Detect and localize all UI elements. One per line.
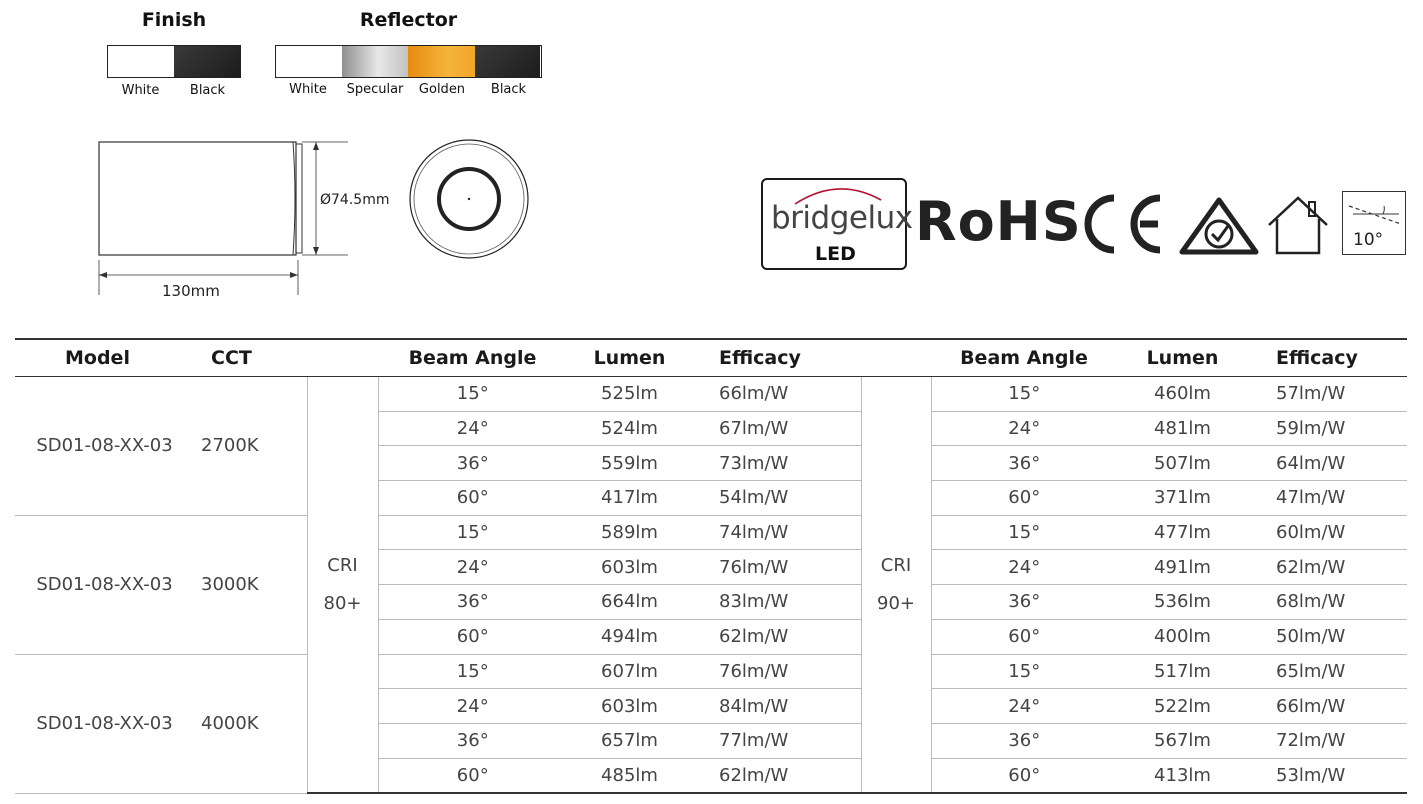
cell-beam-90: 24°: [931, 411, 1117, 446]
cell-beam-80: 24°: [378, 411, 567, 446]
cell-beam-80: 15°: [378, 377, 567, 412]
cell-efficacy-90: 60lm/W: [1248, 515, 1407, 550]
cell-lumen-90: 536lm: [1117, 585, 1248, 620]
table-row: [15, 377, 1407, 412]
cell-efficacy-90: 53lm/W: [1248, 758, 1407, 793]
header-cct: CCT: [194, 339, 307, 377]
cell-lumen-90: 567lm: [1117, 723, 1248, 758]
table-row: [15, 654, 1407, 689]
cell-beam-80: 36°: [378, 723, 567, 758]
finish-swatch-black: [174, 46, 240, 77]
reflector-swatch-golden: [408, 46, 475, 77]
spec-table-container: [15, 338, 1407, 794]
cell-beam-80: 36°: [378, 446, 567, 481]
cell-lumen-90: 491lm: [1117, 550, 1248, 585]
rohs-logo: RoHS: [915, 190, 1082, 253]
cri-90-value: 90+: [877, 592, 915, 614]
finish-title: Finish: [141, 9, 207, 31]
reflector-label-golden: Golden: [418, 82, 466, 97]
reflector-swatch-white: [276, 46, 342, 77]
diameter-label: Ø74.5mm: [320, 192, 390, 208]
cell-efficacy-80: 67lm/W: [692, 411, 861, 446]
cell-efficacy-90: 50lm/W: [1248, 619, 1407, 654]
cell-beam-80: 24°: [378, 689, 567, 724]
cell-efficacy-90: 62lm/W: [1248, 550, 1407, 585]
cell-efficacy-80: 76lm/W: [692, 654, 861, 689]
cell-lumen-90: 481lm: [1117, 411, 1248, 446]
spec-table-body: [15, 377, 1407, 794]
cell-model: SD01-08-XX-03: [15, 515, 194, 654]
bridgelux-led-logo: [761, 178, 913, 270]
finish-label-white: White: [121, 83, 160, 98]
cell-efficacy-80: 77lm/W: [692, 723, 861, 758]
cell-lumen-80: 525lm: [567, 377, 692, 412]
cell-beam-80: 24°: [378, 550, 567, 585]
header-efficacy-90: Efficacy: [1248, 339, 1407, 377]
cell-lumen-80: 603lm: [567, 689, 692, 724]
cell-beam-80: 60°: [378, 481, 567, 516]
finish-labels: [107, 83, 241, 98]
reflector-label-white: White: [289, 82, 327, 97]
ce-mark-icon: [1082, 194, 1168, 254]
cell-efficacy-90: 57lm/W: [1248, 377, 1407, 412]
cell-cri-80: [307, 377, 378, 794]
cell-cct: 4000K: [194, 654, 307, 793]
cell-lumen-90: 517lm: [1117, 654, 1248, 689]
table-row: [15, 515, 1407, 550]
cell-efficacy-80: 84lm/W: [692, 689, 861, 724]
reflector-label-black: Black: [490, 82, 527, 97]
cri-80-label: CRI: [327, 554, 358, 576]
header-beam-angle-80: Beam Angle: [378, 339, 567, 377]
side-view-drawing: [90, 130, 410, 305]
cell-efficacy-90: 68lm/W: [1248, 585, 1407, 620]
header-lumen-80: Lumen: [567, 339, 692, 377]
cell-lumen-80: 603lm: [567, 550, 692, 585]
table-header-row: [15, 339, 1407, 377]
reflector-labels: [275, 82, 542, 97]
length-label: 130mm: [162, 282, 220, 300]
cell-lumen-80: 559lm: [567, 446, 692, 481]
cell-efficacy-80: 83lm/W: [692, 585, 861, 620]
bridgelux-led-text: LED: [815, 243, 856, 265]
cell-efficacy-90: 64lm/W: [1248, 446, 1407, 481]
tilt-angle-badge: [1342, 191, 1406, 255]
reflector-swatch-specular: [342, 46, 408, 77]
tilt-angle-value: 10°: [1353, 230, 1384, 250]
cell-efficacy-80: 62lm/W: [692, 758, 861, 793]
cell-lumen-80: 589lm: [567, 515, 692, 550]
cell-beam-90: 15°: [931, 654, 1117, 689]
cell-beam-90: 36°: [931, 446, 1117, 481]
cell-lumen-90: 460lm: [1117, 377, 1248, 412]
cell-efficacy-80: 54lm/W: [692, 481, 861, 516]
cell-lumen-80: 485lm: [567, 758, 692, 793]
cell-cct: 3000K: [194, 515, 307, 654]
cell-efficacy-80: 73lm/W: [692, 446, 861, 481]
header-lumen-90: Lumen: [1117, 339, 1248, 377]
cell-beam-90: 24°: [931, 689, 1117, 724]
cell-efficacy-80: 62lm/W: [692, 619, 861, 654]
finish-swatch-white: [108, 46, 174, 77]
bridgelux-wordmark: bridgelux: [771, 200, 913, 236]
cell-beam-90: 36°: [931, 723, 1117, 758]
cell-model: SD01-08-XX-03: [15, 654, 194, 793]
cell-efficacy-80: 66lm/W: [692, 377, 861, 412]
reflector-swatch-black: [475, 46, 540, 77]
cell-cct: 2700K: [194, 377, 307, 516]
cell-model: SD01-08-XX-03: [15, 377, 194, 516]
cri-80-value: 80+: [323, 592, 362, 614]
cell-efficacy-80: 74lm/W: [692, 515, 861, 550]
cell-lumen-90: 522lm: [1117, 689, 1248, 724]
cell-cri-90: [861, 377, 931, 794]
cell-efficacy-90: 47lm/W: [1248, 481, 1407, 516]
header-efficacy-80: Efficacy: [692, 339, 861, 377]
reflector-title: Reflector: [359, 9, 458, 31]
cell-efficacy-90: 66lm/W: [1248, 689, 1407, 724]
rcm-compliance-icon: [1178, 196, 1260, 258]
cell-beam-90: 60°: [931, 481, 1117, 516]
cell-lumen-90: 413lm: [1117, 758, 1248, 793]
cell-lumen-90: 400lm: [1117, 619, 1248, 654]
cell-lumen-80: 657lm: [567, 723, 692, 758]
finish-label-black: Black: [189, 83, 226, 98]
cri-90-label: CRI: [880, 554, 912, 576]
cell-beam-80: 60°: [378, 758, 567, 793]
indoor-use-house-icon: [1263, 193, 1333, 257]
finish-swatch-bar: [107, 45, 241, 78]
reflector-swatch-bar: [275, 45, 542, 78]
cell-beam-90: 15°: [931, 377, 1117, 412]
cell-beam-80: 36°: [378, 585, 567, 620]
tilt-angle-icon: [1347, 198, 1403, 228]
cell-beam-90: 24°: [931, 550, 1117, 585]
reflector-label-specular: Specular: [346, 82, 404, 97]
cell-beam-80: 15°: [378, 515, 567, 550]
header-beam-angle-90: Beam Angle: [931, 339, 1117, 377]
cell-beam-90: 60°: [931, 619, 1117, 654]
cell-beam-90: 15°: [931, 515, 1117, 550]
cell-lumen-90: 371lm: [1117, 481, 1248, 516]
cell-beam-80: 15°: [378, 654, 567, 689]
cell-efficacy-90: 65lm/W: [1248, 654, 1407, 689]
cell-lumen-80: 607lm: [567, 654, 692, 689]
cell-lumen-80: 494lm: [567, 619, 692, 654]
cell-lumen-80: 417lm: [567, 481, 692, 516]
cell-lumen-90: 477lm: [1117, 515, 1248, 550]
cell-lumen-80: 524lm: [567, 411, 692, 446]
cell-lumen-80: 664lm: [567, 585, 692, 620]
cell-lumen-90: 507lm: [1117, 446, 1248, 481]
cell-efficacy-90: 59lm/W: [1248, 411, 1407, 446]
cell-beam-90: 36°: [931, 585, 1117, 620]
cell-efficacy-80: 76lm/W: [692, 550, 861, 585]
cell-beam-90: 60°: [931, 758, 1117, 793]
header-model: Model: [15, 339, 194, 377]
cell-beam-80: 60°: [378, 619, 567, 654]
front-view-drawing: [408, 138, 530, 260]
spec-table: [15, 338, 1407, 794]
cell-efficacy-90: 72lm/W: [1248, 723, 1407, 758]
